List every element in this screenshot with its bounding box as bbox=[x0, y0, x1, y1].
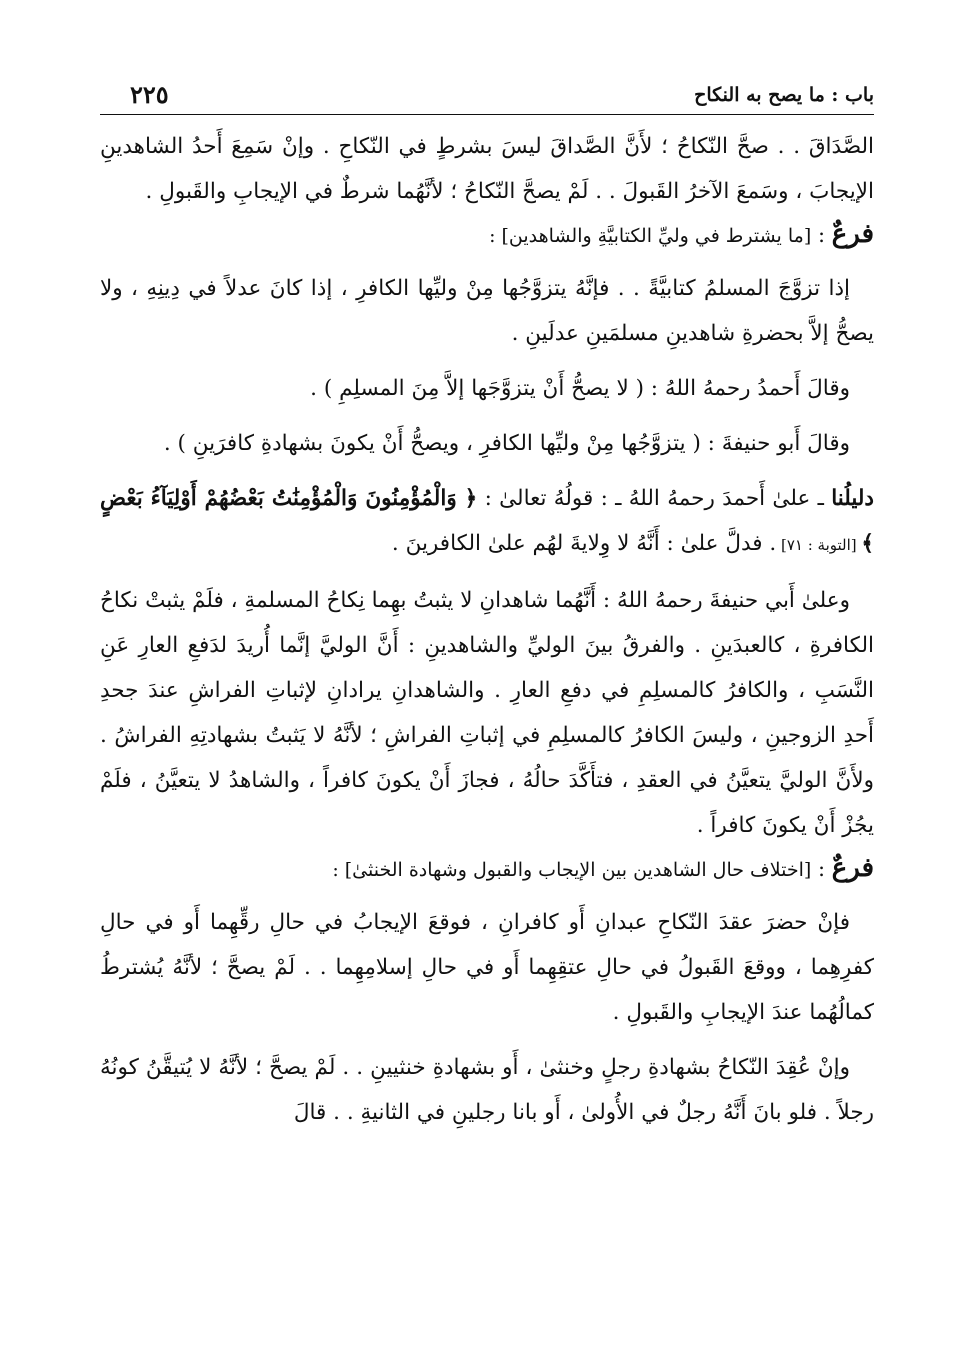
page-number: ٢٢٥ bbox=[130, 80, 169, 109]
heading-label: فرعٌ bbox=[831, 853, 874, 883]
proof-lead: دليلُنا bbox=[831, 486, 874, 511]
section-heading-guardian bbox=[100, 214, 874, 256]
heading-separator: : bbox=[811, 223, 832, 247]
paragraph-khuntha: وإنْ عُقِدَ النّكاحُ بشهادةِ رجلٍ وخنثىٰ ، أَو بشهادةِ خنثيينِ . . لَمْ يصحَّ ؛ لأنَّهُ لا يُتيقَّنُ كونُهُ رجلاً . فلو بانَ أَنَّهُ رجلٌ في الأُولىٰ ، أَو بانا رجلينِ في الثانيةِ . . قالَ bbox=[100, 1055, 874, 1125]
heading-label: فرعٌ bbox=[831, 219, 874, 249]
paragraph-abu-hanifa-opinion: وقالَ أَبو حنيفةَ : ( يتزوَّجُها مِنْ وليِّها الكافرِ ، ويصحُّ أَنْ يكونَ بشهادةِ كافرَينِ ) . bbox=[163, 431, 850, 456]
heading-separator: : bbox=[811, 857, 832, 881]
heading-text: [ما يشترط في وليِّ الكتابيَّةِ والشاهدين] : bbox=[489, 225, 812, 247]
paragraph-sadaq: الصَّدَاقَ . . صحَّ النّكاحُ ؛ لأَنَّ الصَّداقَ ليسَ بشرطٍ في النّكاحِ . وإنْ سَمِعَ أَحدُ الشاهدينِ الإيجابَ ، وسَمعَ الآخرُ القَبولَ . . لَمْ يصحَّ النّكاحُ ؛ لأنَّهُما شرطٌ في الإيجابِ والقَبولِ . bbox=[100, 134, 874, 204]
paragraph-proof bbox=[100, 476, 874, 568]
page-header bbox=[100, 80, 874, 115]
paragraph-abu-hanifa-reply: وعلىٰ أَبي حنيفةَ رحمهُ اللهُ : أَنَّهُما شاهدانِ لا يثبتُ بهِما نِكاحُ المسلمةِ ، فلَمْ يثبتْ نكاحُ الكافرةِ ، كالعبدَينِ . والفرقُ بينَ الوليِّ والشاهدينِ : أَنَّ الوليَّ إنَّما أُريدَ لدَفعِ العارِ عَنِ النَّسَبِ ، والكافرُ كالمسلِمِ في دفعِ العارِ . والشاهدانِ يرادانِ لإثباتِ الفراشِ عندَ جحدِ أَحدِ الزوجينِ ، وليسَ الكافرُ كالمسلِمِ في إثباتِ الفراشِ ؛ لأنَّهُ لا يَثبتُ بشهادتِهِ الفراشُ . ولأَنَّ الوليَّ يتعيَّنُ في العقدِ ، فتأَكَّدَ حالُهُ ، فجازَ أَنْ يكونَ كافراً ، والشاهدُ لا يتعيَّنُ ، فلَمْ يجُزْ أَنْ يكونَ كافراً . bbox=[100, 588, 874, 838]
paragraph-kitabiyya: إذا تزوَّجَ المسلمُ كتابيَّةً . . فإنَّهُ يتزوَّجُها مِنْ وليِّها الكافرِ ، إذا كانَ عدلاً في دِينِهِ ، ولا يصحُّ إلاَّ بحضرةِ شاهدينِ مسلمَينِ عدلَينِ . bbox=[100, 276, 874, 346]
section-heading-witnesses bbox=[100, 848, 874, 890]
heading-text: [اختلاف حال الشاهدين بين الإيجاب والقبول وشهادة الخنثىٰ] : bbox=[332, 859, 812, 881]
proof-text-2: . فدلَّ علىٰ : أَنَّهُ لا وِلايةَ لهُم علىٰ الكافرينَ . bbox=[391, 531, 777, 556]
running-title: باب : ما يصح به النكاح bbox=[694, 84, 874, 106]
page-body bbox=[100, 124, 874, 1135]
paragraph-ahmad-opinion: وقالَ أَحمدُ رحمهُ اللهُ : ( لا يصحُّ أَنْ يتزوَّجَها إلاَّ مِنَ المسلِمِ ) . bbox=[310, 376, 850, 401]
paragraph-slaves-disbelievers: فإنْ حضرَ عقدَ النّكاحِ عبدانِ أَو كافرانِ ، فوقعَ الإيجابُ في حالِ رقِّهِما أَو في حالِ كفرِهِما ، ووقعَ القَبولُ في حالِ عتقِهِما أَو في حالِ إسلامِهِما . . لَمْ يصحَّ ؛ لأنَّهُ يُشترطُ كمالُهُما عندَ الإيجابِ والقَبولِ . bbox=[100, 910, 874, 1025]
quran-verse: ﴿ وَالْمُؤْمِنُونَ وَالْمُؤْمِنَٰتُ بَعْضُهُمْ أَوْلِيَآءُ بَعْضٍ ﴾ bbox=[100, 486, 874, 556]
proof-text-1: ـ علىٰ أَحمدَ رحمهُ اللهُ ـ : قولُهُ تعالىٰ : bbox=[477, 486, 832, 511]
verse-reference: [التوبة : ٧١] bbox=[776, 536, 862, 554]
